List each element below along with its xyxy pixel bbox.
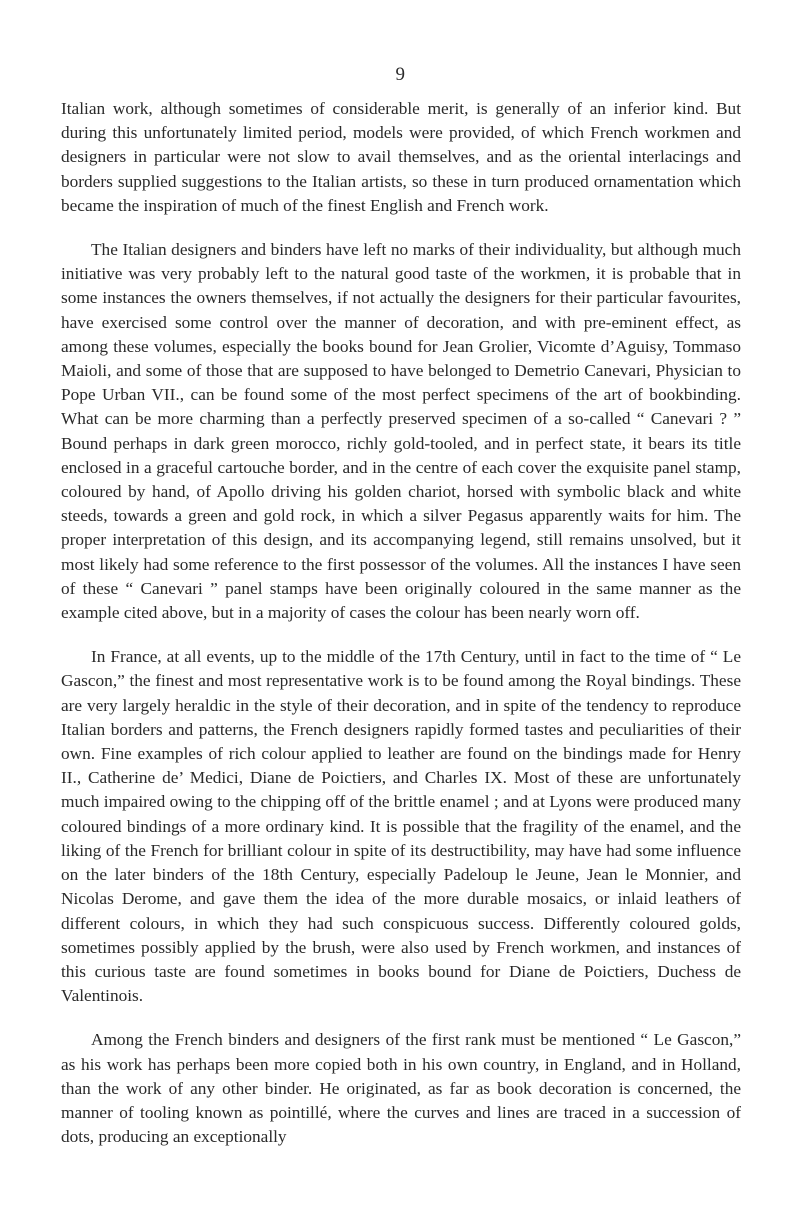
paragraph: Italian work, although sometimes of considerable merit, is generally of an inferior kind. But during this unfortunately limited period, models were provided, of which French workmen and designers in particular were not slow to avail themselves, and as the oriental interlacings and borders supplied suggestions to the Italian artists, so these in turn produced ornamentation which became the inspiration of much of the finest English and French work. [61, 99, 741, 215]
body-text [61, 97, 741, 1169]
paragraph: The Italian designers and binders have left no marks of their individuality, but although much initiative was very probably left to the natural good taste of the workmen, it is probable that in some instances the owners themselves, if not actually the designers for their particular favourites, have exercised some control over the manner of decoration, and with pre-eminent effect, as among these volumes, especially the books bound for Jean Grolier, Vicomte d’Aguisy, Tommaso Maioli, and some of those that are supposed to have belonged to Demetrio Canevari, Physician to Pope Urban VII., can be found some of the most perfect specimens of the art of bookbinding. What can be more charming than a perfectly preserved specimen of a so-called “ Canevari ? ” Bound perhaps in dark green morocco, richly gold-tooled, and in perfect state, it bears its title enclosed in a graceful cartouche border, and in the centre of each cover the exquisite panel stamp, coloured by hand, of Apollo driving his golden chariot, horsed with symbolic black and white steeds, towards a green and gold rock, in which a silver Pegasus apparently waits for him. The proper interpretation of this design, and its accompanying legend, still remains unsolved, but it most likely had some reference to the first possessor of the volumes. All the instances I have seen of these “ Canevari ” panel stamps have been originally coloured in the same manner as the example cited above, but in a majority of cases the colour has been nearly worn off. [61, 240, 741, 623]
paragraph: Among the French binders and designers of the first rank must be mentioned “ Le Gascon,” as his work has perhaps been more copied both in his own country, in England, and in Holland, than the work of any other binder. He originated, as far as book decoration is concerned, the manner of tooling known as pointillé, where the curves and lines are traced in a succession of dots, producing an exceptionally [61, 1030, 741, 1147]
page-number: 9 [395, 64, 406, 85]
paragraph: In France, at all events, up to the middle of the 17th Century, until in fact to the time of “ Le Gascon,” the finest and most representative work is to be found among the Royal bindings. These are very largely heraldic in the style of their decoration, and in spite of the tendency to reproduce Italian borders and patterns, the French designers rapidly formed tastes and peculiarities of their own. Fine examples of rich colour applied to leather are found on the bindings made for Henry II., Catherine de’ Medici, Diane de Poictiers, and Charles IX. Most of these are unfortunately much impaired owing to the chipping off of the brittle enamel ; and at Lyons were produced many coloured bindings of a more ordinary kind. It is possible that the fragility of the enamel, and the liking of the French for brilliant colour in spite of its destructibility, may have had some influence on the later binders of the 18th Century, especially Padeloup le Jeune, Jean le Monnier, and Nicolas Derome, and gave them the idea of the more durable mosaics, or inlaid leathers of different colours, in which they had such conspicuous success. Differently coloured golds, sometimes possibly applied by the brush, were also used by French workmen, and instances of this curious taste are found sometimes in books bound for Diane de Poictiers, Duchess de Valentinois. [61, 647, 741, 1006]
